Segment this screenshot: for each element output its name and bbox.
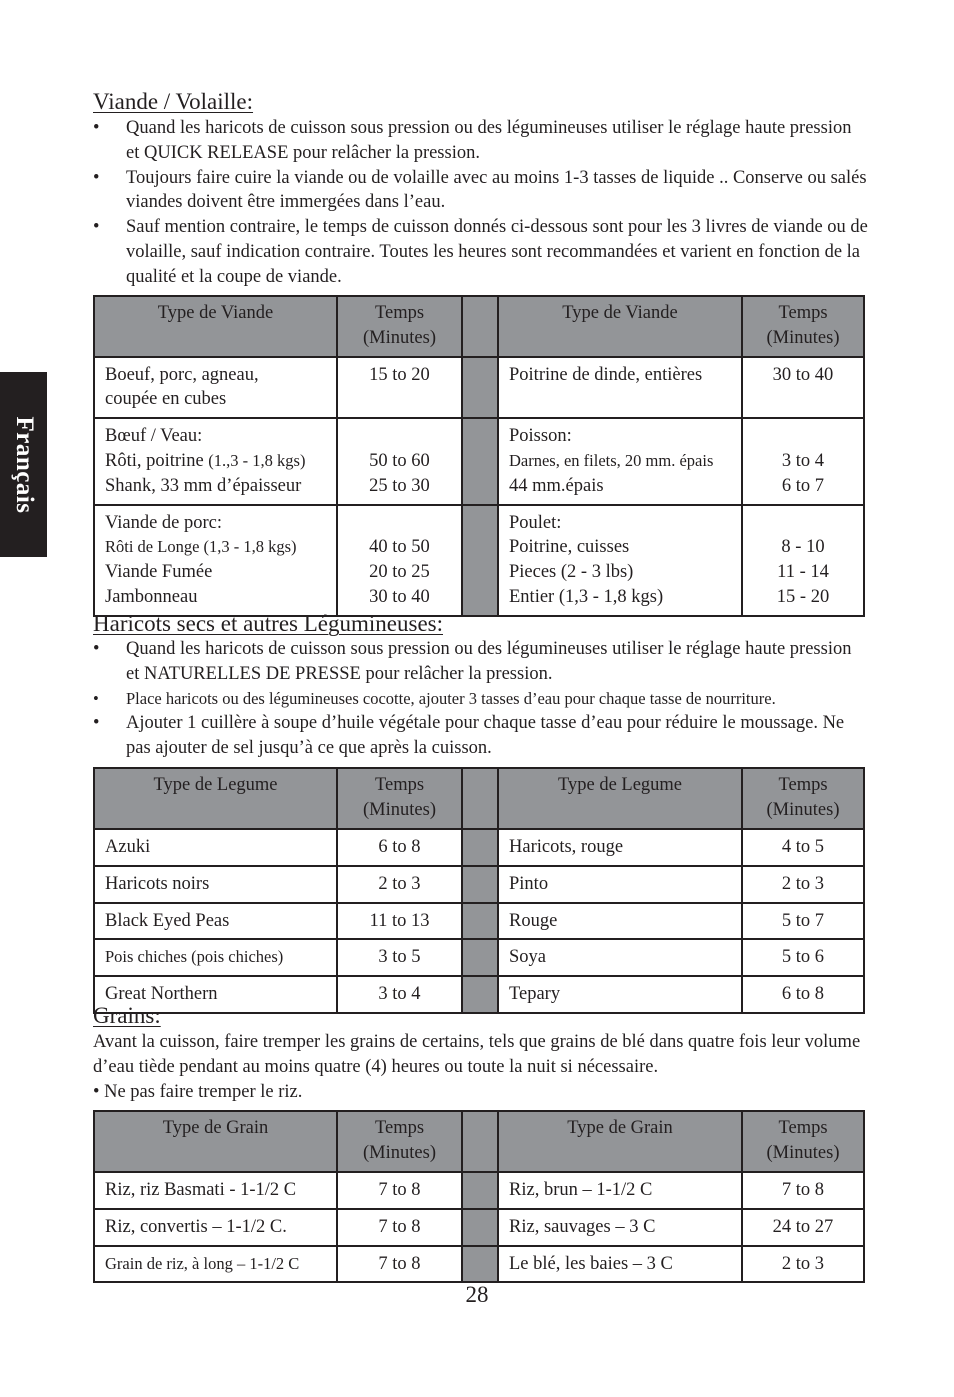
grains-bullet: • Ne pas faire tremper le riz. [93, 1082, 303, 1102]
column-gap [462, 976, 498, 1013]
beans-table [93, 767, 865, 1014]
cell-type: Riz, convertis – 1-1/2 C. [94, 1209, 337, 1246]
beans-heading: Haricots secs et autres Légumineuses: [93, 611, 443, 636]
cell-type: Rouge [498, 903, 742, 940]
column-gap [462, 829, 498, 866]
cell-type: Le blé, les baies – 3 C [498, 1246, 742, 1283]
header-type: Type de Grain [94, 1111, 337, 1172]
meat-bullets [93, 116, 868, 290]
cell-type: Riz, sauvages – 3 C [498, 1209, 742, 1246]
cell-time: 3 to 4 6 to 7 [742, 418, 864, 504]
cell-type: Tepary [498, 976, 742, 1013]
cell-time: 7 to 8 [337, 1246, 462, 1283]
table-header-row [94, 1111, 864, 1172]
cell-time: 7 to 8 [337, 1172, 462, 1209]
table-row [94, 1172, 864, 1209]
cell-type: Pinto [498, 866, 742, 903]
column-gap [462, 357, 498, 419]
cell-type: Grain de riz, à long – 1-1/2 C [94, 1246, 337, 1283]
cell-time: 2 to 3 [742, 1246, 864, 1283]
list-item: • Sauf mention contraire, le temps de cuisson donnés ci-dessous sont pour les 3 livres de viande ou de volaille, sauf indication contraire. Toutes les heures sont recommandées et varient en fonction de la qualité et la coupe de viande. [93, 215, 868, 289]
header-type: Type de Grain [498, 1111, 742, 1172]
column-gap [462, 1111, 498, 1172]
header-time: Temps (Minutes) [742, 296, 864, 357]
table-row [94, 1246, 864, 1283]
language-tab-label: Français [10, 415, 38, 514]
cell-type: Boeuf, porc, agneau, coupée en cubes [94, 357, 337, 419]
cell-time: 2 to 3 [337, 866, 462, 903]
table-row [94, 1209, 864, 1246]
cell-type: Great Northern [94, 976, 337, 1013]
column-gap [462, 418, 498, 504]
cell-time: 3 to 4 [337, 976, 462, 1013]
cell-time: 30 to 40 [742, 357, 864, 419]
table-row [94, 505, 864, 616]
table-row [94, 829, 864, 866]
cell-time: 2 to 3 [742, 866, 864, 903]
column-gap [462, 296, 498, 357]
header-type: Type de Legume [94, 768, 337, 829]
cell-time: 6 to 8 [742, 976, 864, 1013]
header-time: Temps (Minutes) [337, 1111, 462, 1172]
column-gap [462, 505, 498, 616]
cell-time: 15 to 20 [337, 357, 462, 419]
column-gap [462, 866, 498, 903]
header-time: Temps (Minutes) [337, 768, 462, 829]
list-item: • Toujours faire cuire la viande ou de volaille avec au moins 1-3 tasses de liquide .. Conserve ou salés viandes doivent être immergées dans l’eau. [93, 166, 868, 216]
table-row [94, 418, 864, 504]
header-type: Type de Viande [498, 296, 742, 357]
cell-type: Haricots noirs [94, 866, 337, 903]
grains-intro: Avant la cuisson, faire tremper les grains de certains, tels que grains de blé dans quatre fois leur volume d’eau tiède pendant au moins quatre (4) heures ou toute la nuit si nécessaire. [93, 1032, 861, 1077]
list-item: • Quand les haricots de cuisson sous pression ou des légumineuses utiliser le réglage haute pression et NATURELLES DE PRESSE pour relâcher la pression. [93, 637, 868, 687]
header-time: Temps (Minutes) [742, 1111, 864, 1172]
column-gap [462, 1246, 498, 1283]
cell-time: 7 to 8 [337, 1209, 462, 1246]
cell-time: 50 to 60 25 to 30 [337, 418, 462, 504]
cell-type: Azuki [94, 829, 337, 866]
cell-time: 8 - 10 11 - 14 15 - 20 [742, 505, 864, 616]
meat-heading: Viande / Volaille: [93, 89, 254, 114]
list-item: • Ajouter 1 cuillère à soupe d’huile végétale pour chaque tasse d’eau pour réduire le moussage. Ne pas ajouter de sel jusqu’à ce que après la cuisson. [93, 711, 868, 761]
cell-time: 6 to 8 [337, 829, 462, 866]
table-row [94, 976, 864, 1013]
list-item: • Quand les haricots de cuisson sous pression ou des légumineuses utiliser le réglage haute pression et QUICK RELEASE pour relâcher la pression. [93, 116, 868, 166]
column-gap [462, 939, 498, 976]
cell-time: 5 to 6 [742, 939, 864, 976]
cell-type: Riz, brun – 1-1/2 C [498, 1172, 742, 1209]
header-type: Type de Viande [94, 296, 337, 357]
header-time: Temps (Minutes) [337, 296, 462, 357]
cell-type: Riz, riz Basmati - 1-1/2 C [94, 1172, 337, 1209]
cell-type: Soya [498, 939, 742, 976]
table-header-row [94, 296, 864, 357]
cell-time: 40 to 50 20 to 25 30 to 40 [337, 505, 462, 616]
table-row [94, 357, 864, 419]
meat-table [93, 295, 865, 617]
column-gap [462, 1172, 498, 1209]
language-tab [0, 372, 47, 557]
cell-type: Haricots, rouge [498, 829, 742, 866]
list-item: • Place haricots ou des légumineuses cocotte, ajouter 3 tasses d’eau pour chaque tasse de nourriture. [93, 687, 868, 712]
cell-time: 4 to 5 [742, 829, 864, 866]
cell-type: Pois chiches (pois chiches) [94, 939, 337, 976]
column-gap [462, 1209, 498, 1246]
table-row [94, 939, 864, 976]
beans-bullets [93, 637, 868, 761]
cell-time: 11 to 13 [337, 903, 462, 940]
table-row [94, 866, 864, 903]
cell-time: 3 to 5 [337, 939, 462, 976]
grains-table [93, 1110, 865, 1283]
table-header-row [94, 768, 864, 829]
cell-type: Viande de porc: Rôti de Longe (1,3 - 1,8 kgs) Viande Fumée Jambonneau [94, 505, 337, 616]
column-gap [462, 903, 498, 940]
column-gap [462, 768, 498, 829]
cell-type: Poulet: Poitrine, cuisses Pieces (2 - 3 lbs) Entier (1,3 - 1,8 kgs) [498, 505, 742, 616]
cell-type: Poitrine de dinde, entières [498, 357, 742, 419]
cell-type: Black Eyed Peas [94, 903, 337, 940]
cell-type: Poisson: Darnes, en filets, 20 mm. épais 44 mm.épais [498, 418, 742, 504]
grains-heading: Grains: [93, 1003, 161, 1028]
header-time: Temps (Minutes) [742, 768, 864, 829]
cell-time: 24 to 27 [742, 1209, 864, 1246]
cell-time: 7 to 8 [742, 1172, 864, 1209]
header-type: Type de Legume [498, 768, 742, 829]
page-number: 28 [465, 1282, 489, 1307]
table-row [94, 903, 864, 940]
cell-type: Bœuf / Veau: Rôti, poitrine (1.,3 - 1,8 kgs) Shank, 33 mm d’épaisseur [94, 418, 337, 504]
cell-time: 5 to 7 [742, 903, 864, 940]
